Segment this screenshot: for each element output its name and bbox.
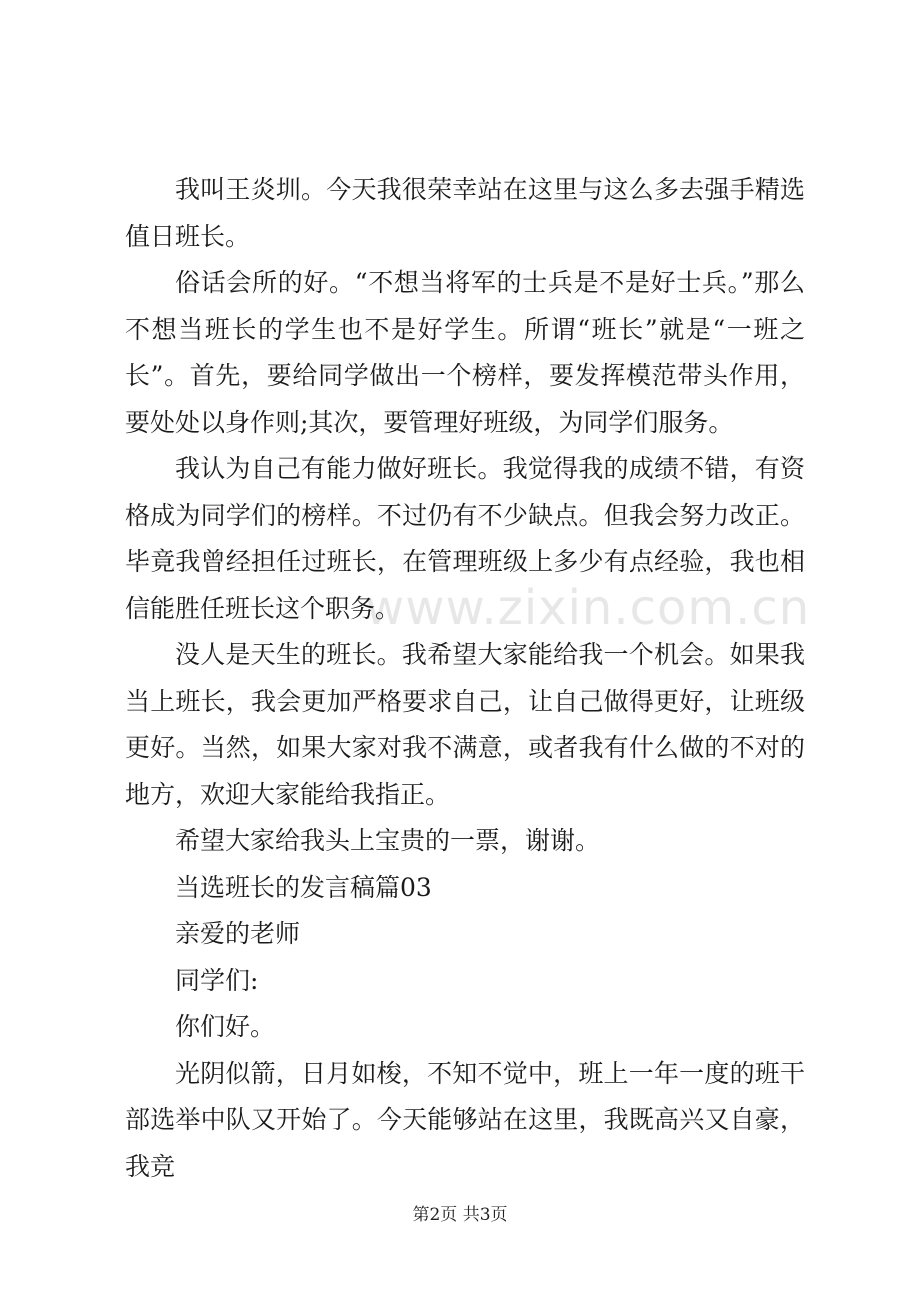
paragraph: 没人是天生的班长。我希望大家能给我一个机会。如果我当上班长，我会更加严格要求自己，让自己做得更好，让班级更好。当然，如果大家对我不满意，或者我有什么做的不对的地方，欢迎大家能给我指正。: [125, 640, 805, 809]
paragraph: 我叫王炎圳。今天我很荣幸站在这里与这么多去强手精选值日班长。: [125, 175, 805, 251]
document-body: [125, 167, 805, 1190]
paragraph: 光阴似箭，日月如梭，不知不觉中，班上一年一度的班干部选举中队又开始了。今天能够站在这里，我既高兴又自豪，我竞: [125, 1058, 805, 1181]
paragraph: 希望大家给我头上宝贵的一票，谢谢。: [175, 826, 601, 855]
paragraph: 我认为自己有能力做好班长。我觉得我的成绩不错，有资格成为同学们的榜样。不过仍有不少缺点。但我会努力改正。毕竟我曾经担任过班长，在管理班级上多少有点经验，我也相信能胜任班长这个职务。: [125, 454, 805, 623]
paragraph: 俗话会所的好。“不想当将军的士兵是不是好士兵。”那么不想当班长的学生也不是好学生。所谓“班长”就是“一班之长”。首先，要给同学做出一个榜样，要发挥模范带头作用，要处处以身作则;其次，要管理好班级，为同学们服务。: [125, 268, 805, 437]
section-heading: 当选班长的发言稿篇03: [175, 872, 432, 902]
greeting: 你们好。: [175, 1012, 276, 1041]
page-footer: 第2页 共3页: [412, 1205, 508, 1225]
salutation: 同学们:: [175, 965, 259, 995]
watermark: www.zixin.com.cn: [365, 580, 811, 636]
salutation: 亲爱的老师: [175, 919, 301, 948]
